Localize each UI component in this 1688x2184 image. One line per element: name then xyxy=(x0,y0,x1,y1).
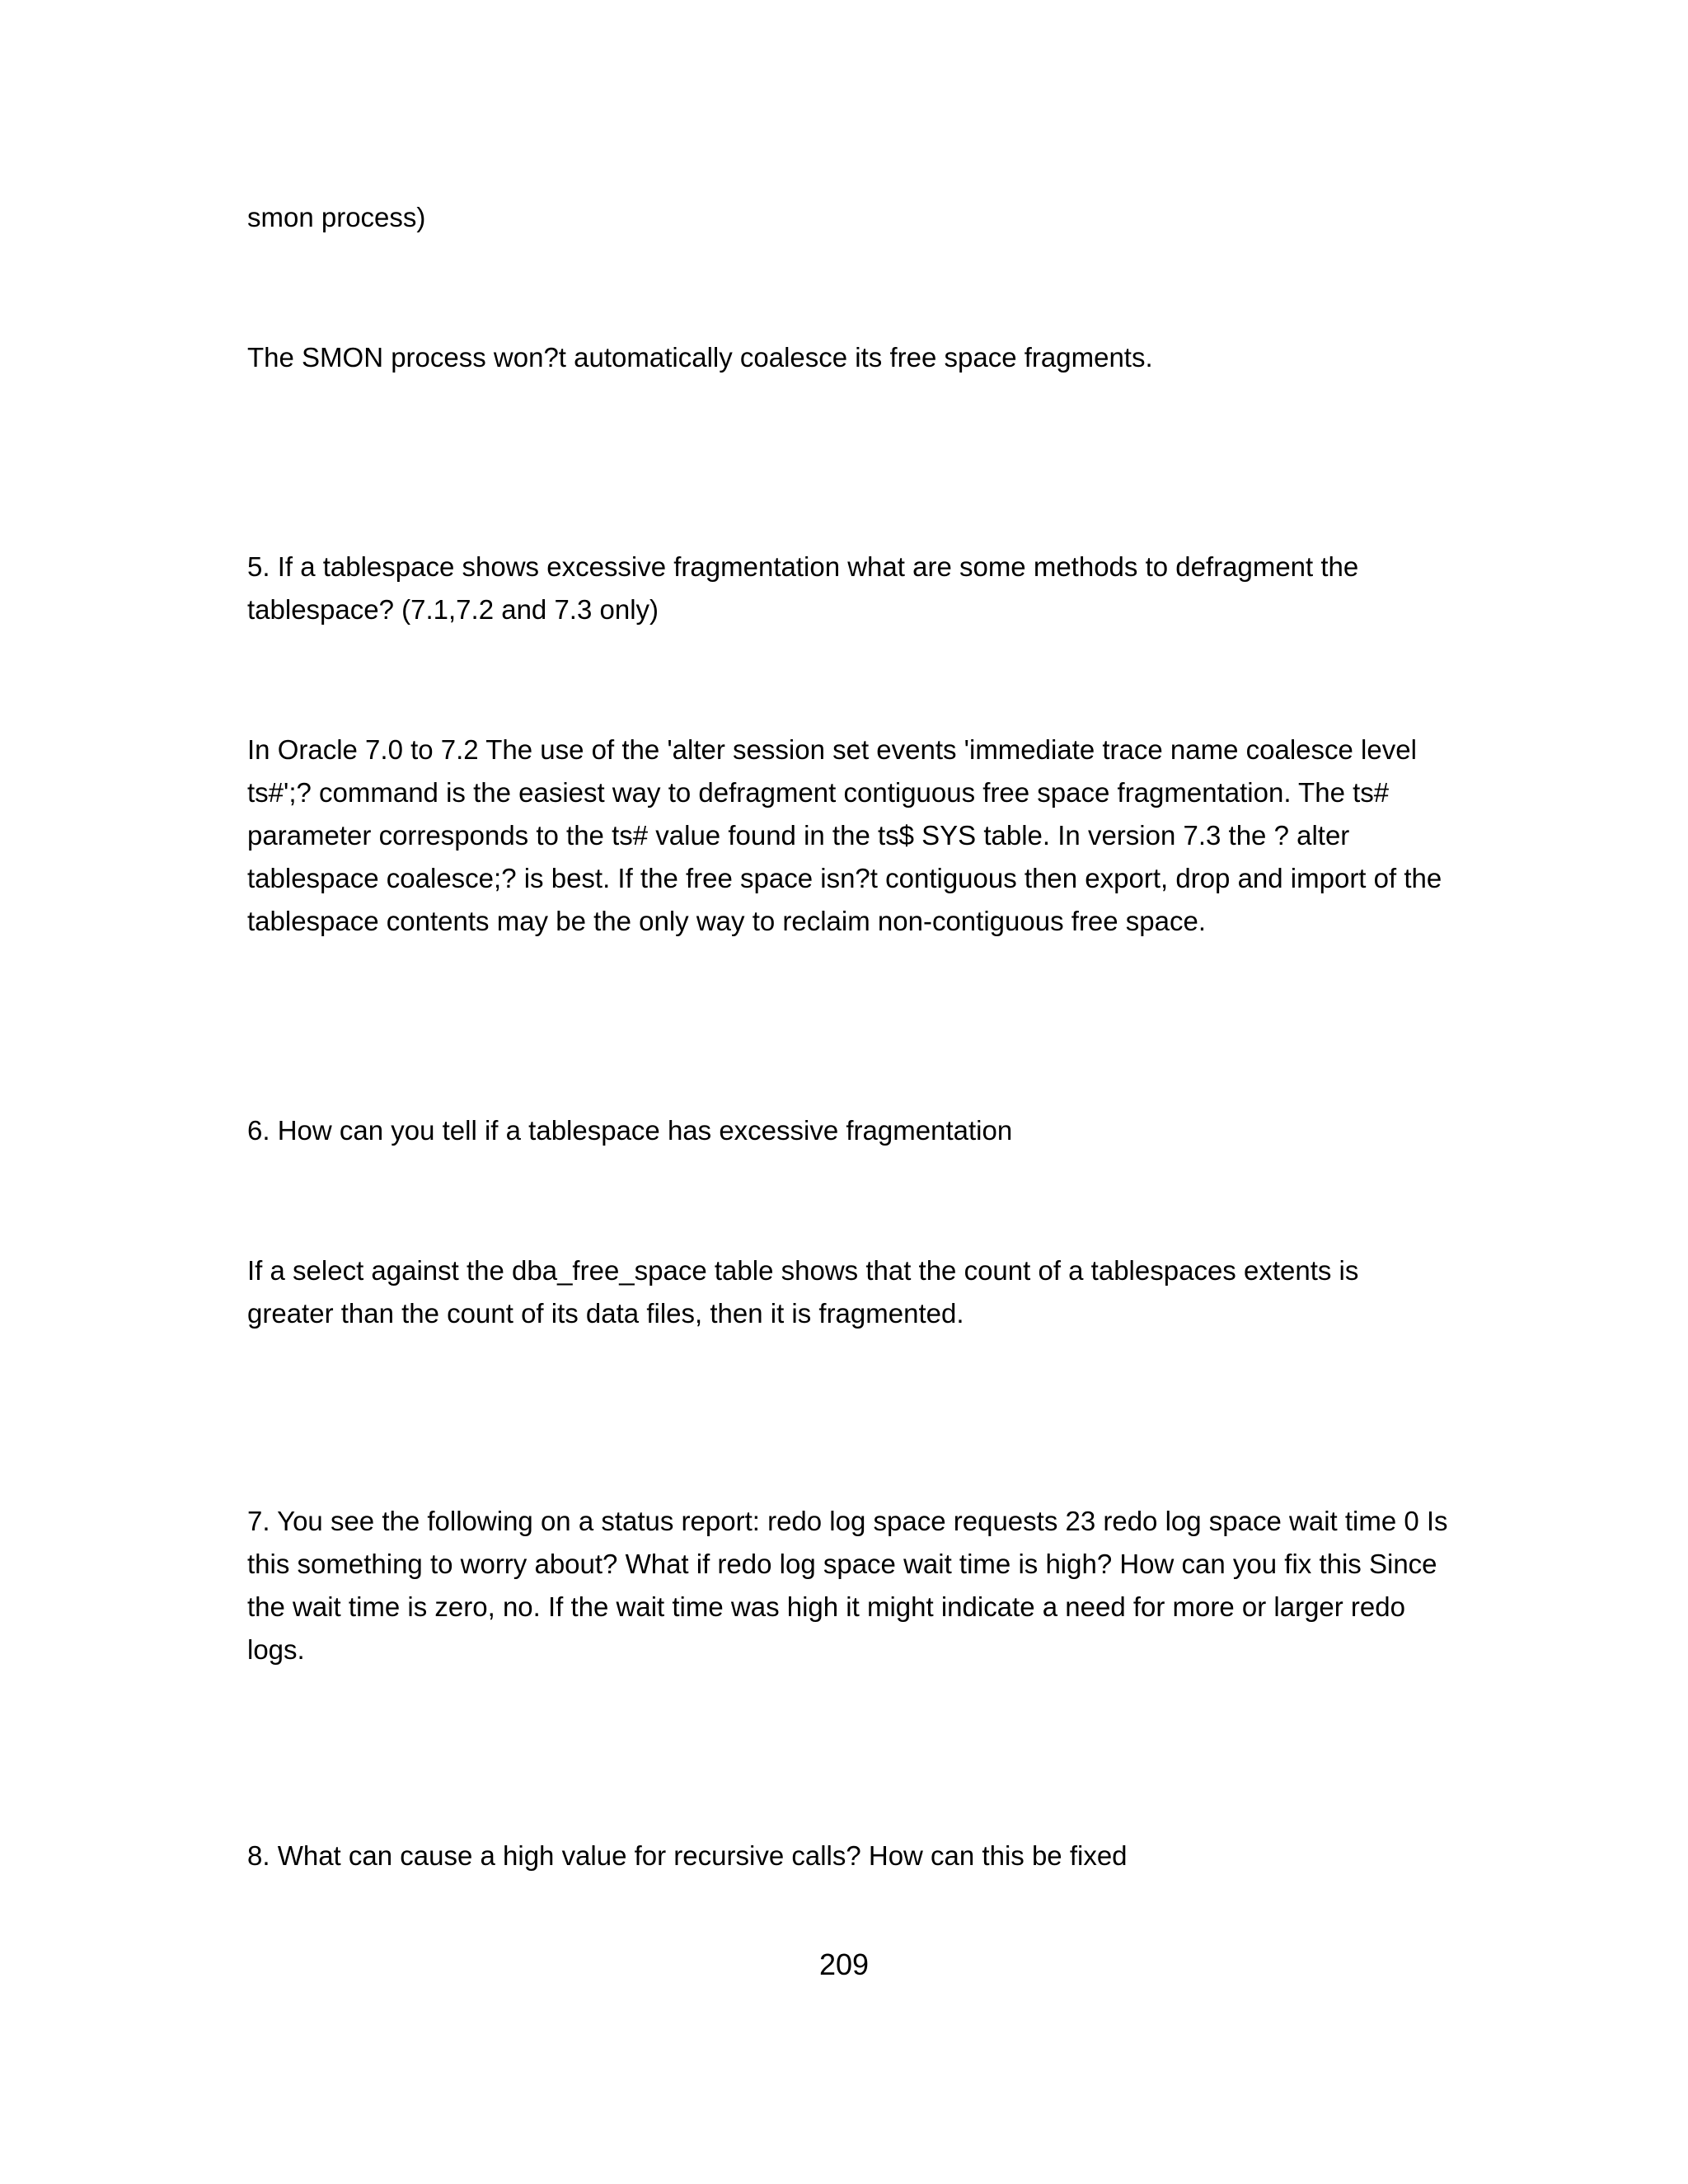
question-answer-7: 7. You see the following on a status report: redo log space requests 23 redo log space wait time 0 Is this something to worry about? What if redo log space wait time is high? How can you fix this Since the wait time is zero, no. If the wait time was high it might indicate a need for more or larger redo logs. xyxy=(247,1506,1448,1665)
paragraph-smon-process: smon process) xyxy=(247,202,426,232)
paragraph-smon-coalesce: The SMON process won?t automatically coalesce its free space fragments. xyxy=(247,342,1153,373)
answer-5: In Oracle 7.0 to 7.2 The use of the 'alter session set events 'immediate trace name coalesce level ts#';? command is the easiest way to defragment contiguous free space fragmentation. The ts# parameter corresponds to the ts# value found in the ts$ SYS table. In version 7.3 the ? alter tablespace coalesce;? is best. If the free space isn?t contiguous then export, drop and import of the tablespace contents may be the only way to reclaim non-contiguous free space. xyxy=(247,734,1442,936)
answer-6: If a select against the dba_free_space table shows that the count of a tablespaces extents is greater than the count of its data files, then it is fragmented. xyxy=(247,1255,1359,1329)
question-5: 5. If a tablespace shows excessive fragmentation what are some methods to defragment the tablespace? (7.1,7.2 and 7.3 only) xyxy=(247,551,1359,625)
question-8: 8. What can cause a high value for recursive calls? How can this be fixed xyxy=(247,1840,1128,1871)
page-number: 209 xyxy=(818,1947,870,1981)
question-6: 6. How can you tell if a tablespace has excessive fragmentation xyxy=(247,1115,1013,1146)
